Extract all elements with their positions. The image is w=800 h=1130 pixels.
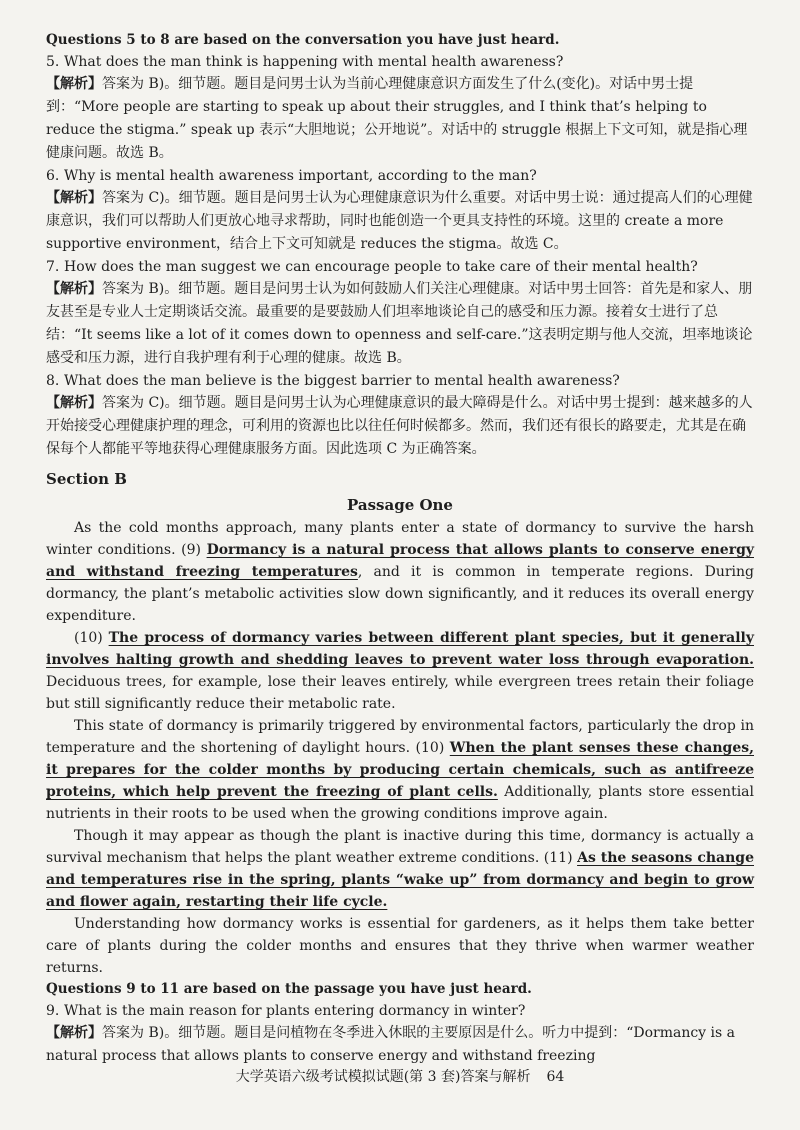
question-text: What does the man believe is the biggest barrier to mental health awareness? bbox=[64, 373, 620, 389]
underlined-answer: Dormancy is a natural process that allows plants to conserve energy and withstand freezing temperatures bbox=[46, 542, 754, 580]
question-9 bbox=[46, 1000, 754, 1068]
paragraph-text: As the cold months approach, many plants enter a state of dormancy to survive the harsh winter conditions. (9) bbox=[46, 520, 754, 558]
analysis-tag: 【解析】 bbox=[46, 1025, 102, 1041]
underlined-answer: When the plant senses these changes, it prepares for the colder months by producing certain chemicals, such as antifreeze proteins, which help prevent the freezing of plant cells. bbox=[46, 740, 754, 800]
passage-paragraph-4 bbox=[46, 825, 754, 913]
passage-paragraph-2 bbox=[46, 627, 754, 715]
underlined-answer: The process of dormancy varies between different plant species, but it generally involves halting growth and shedding leaves to prevent water loss through evaporation. bbox=[46, 630, 754, 668]
page-number: 64 bbox=[546, 1069, 565, 1085]
section-heading: Section B bbox=[46, 470, 127, 488]
paragraph-text: , and it is common in temperate regions. During dormancy, the plant’s metabolic activities slow down significantly, and it reduces its overall energy expenditure. bbox=[46, 564, 754, 624]
analysis-tag: 【解析】 bbox=[46, 395, 102, 411]
paragraph-text: (10) bbox=[74, 630, 109, 646]
analysis-text: 答案为 C)。细节题。题目是问男士认为心理健康意识的最大障碍是什么。对话中男士提到：越来越多的人开始接受心理健康护理的理念，可利用的资源也比以往任何时候都多。然而，我们还有很长的路要走，尤其是在确保每个人都能平等地获得心理健康服务方面。因此选项 C 为正确答案。 bbox=[46, 395, 753, 457]
question-6 bbox=[46, 165, 754, 256]
question-text: What is the main reason for plants entering dormancy in winter? bbox=[64, 1003, 526, 1019]
question-text: What does the man think is happening with mental health awareness? bbox=[64, 54, 564, 70]
analysis-text: 答案为 C)。细节题。题目是问男士认为心理健康意识为什么重要。对话中男士说：通过提高人们的心理健康意识，我们可以帮助人们更放心地寻求帮助，同时也能创造一个更具支持性的环境。这里的 create a more supportive environment，结合上下文可知就是 reduces the stigma。故选 C。 bbox=[46, 190, 753, 252]
underlined-answer: As the seasons change and temperatures rise in the spring, plants “wake up” from dormancy and begin to grow and flower again, restarting their life cycle. bbox=[46, 850, 754, 910]
questions-5-8-heading: Questions 5 to 8 are based on the conversation you have just heard. bbox=[46, 32, 560, 48]
question-number: 7. bbox=[46, 259, 60, 275]
question-7 bbox=[46, 256, 754, 370]
page-footer bbox=[0, 1066, 800, 1086]
analysis-tag: 【解析】 bbox=[46, 190, 102, 206]
paragraph-text: This state of dormancy is primarily triggered by environmental factors, particularly the drop in temperature and the shortening of daylight hours. (10) bbox=[46, 718, 754, 756]
analysis-text: 答案为 B)。细节题。题目是问男士认为当前心理健康意识方面发生了什么(变化)。对话中男士提到：“More people are starting to speak up about their struggles, and I think that’s helping to reduce the stigma.” speak up 表示“大胆地说；公开地说”。对话中的 struggle 根据上下文可知，就是指心理健康问题。故选 B。 bbox=[46, 76, 748, 161]
question-number: 8. bbox=[46, 373, 60, 389]
question-text: How does the man suggest we can encourage people to take care of their mental health? bbox=[64, 259, 698, 275]
paragraph-text: Though it may appear as though the plant is inactive during this time, dormancy is actually a survival mechanism that helps the plant weather extreme conditions. (11) bbox=[46, 828, 754, 866]
analysis-text: 答案为 B)。细节题。题目是问植物在冬季进入休眠的主要原因是什么。听力中提到：“Dormancy is a natural process that allows plants to conserve energy and withstand freezing bbox=[46, 1025, 735, 1064]
questions-9-11-heading: Questions 9 to 11 are based on the passage you have just heard. bbox=[46, 981, 532, 997]
footer-title: 大学英语六级考试模拟试题(第 3 套)答案与解析 bbox=[235, 1069, 531, 1085]
paragraph-text: Deciduous trees, for example, lose their leaves entirely, while evergreen trees retain their foliage but still significantly reduce their metabolic rate. bbox=[46, 674, 754, 712]
paragraph-text: Additionally, plants store essential nutrients in their roots to be used when the growing conditions improve again. bbox=[46, 784, 754, 822]
passage-paragraph-5: Understanding how dormancy works is essential for gardeners, as it helps them take better care of plants during the colder months and ensures that they thrive when warmer weather returns. bbox=[46, 916, 754, 976]
passage-paragraph-1 bbox=[46, 517, 754, 627]
analysis-tag: 【解析】 bbox=[46, 281, 102, 297]
question-number: 9. bbox=[46, 1003, 60, 1019]
question-number: 5. bbox=[46, 54, 60, 70]
question-number: 6. bbox=[46, 168, 60, 184]
question-8 bbox=[46, 370, 754, 461]
page-content bbox=[46, 30, 754, 1068]
passage-title: Passage One bbox=[347, 496, 453, 514]
question-5 bbox=[46, 51, 754, 165]
analysis-text: 答案为 B)。细节题。题目是问男士认为如何鼓励人们关注心理健康。对话中男士回答：首先是和家人、朋友甚至是专业人士定期谈话交流。最重要的是要鼓励人们坦率地谈论自己的感受和压力源。接着女士进行了总结：“It seems like a lot of it comes down to openness and self-care.”这表明定期与他人交流，坦率地谈论感受和压力源，进行自我护理有利于心理的健康。故选 B。 bbox=[46, 281, 753, 366]
question-text: Why is mental health awareness important, according to the man? bbox=[64, 168, 537, 184]
passage-paragraph-3 bbox=[46, 715, 754, 825]
analysis-tag: 【解析】 bbox=[46, 76, 102, 92]
